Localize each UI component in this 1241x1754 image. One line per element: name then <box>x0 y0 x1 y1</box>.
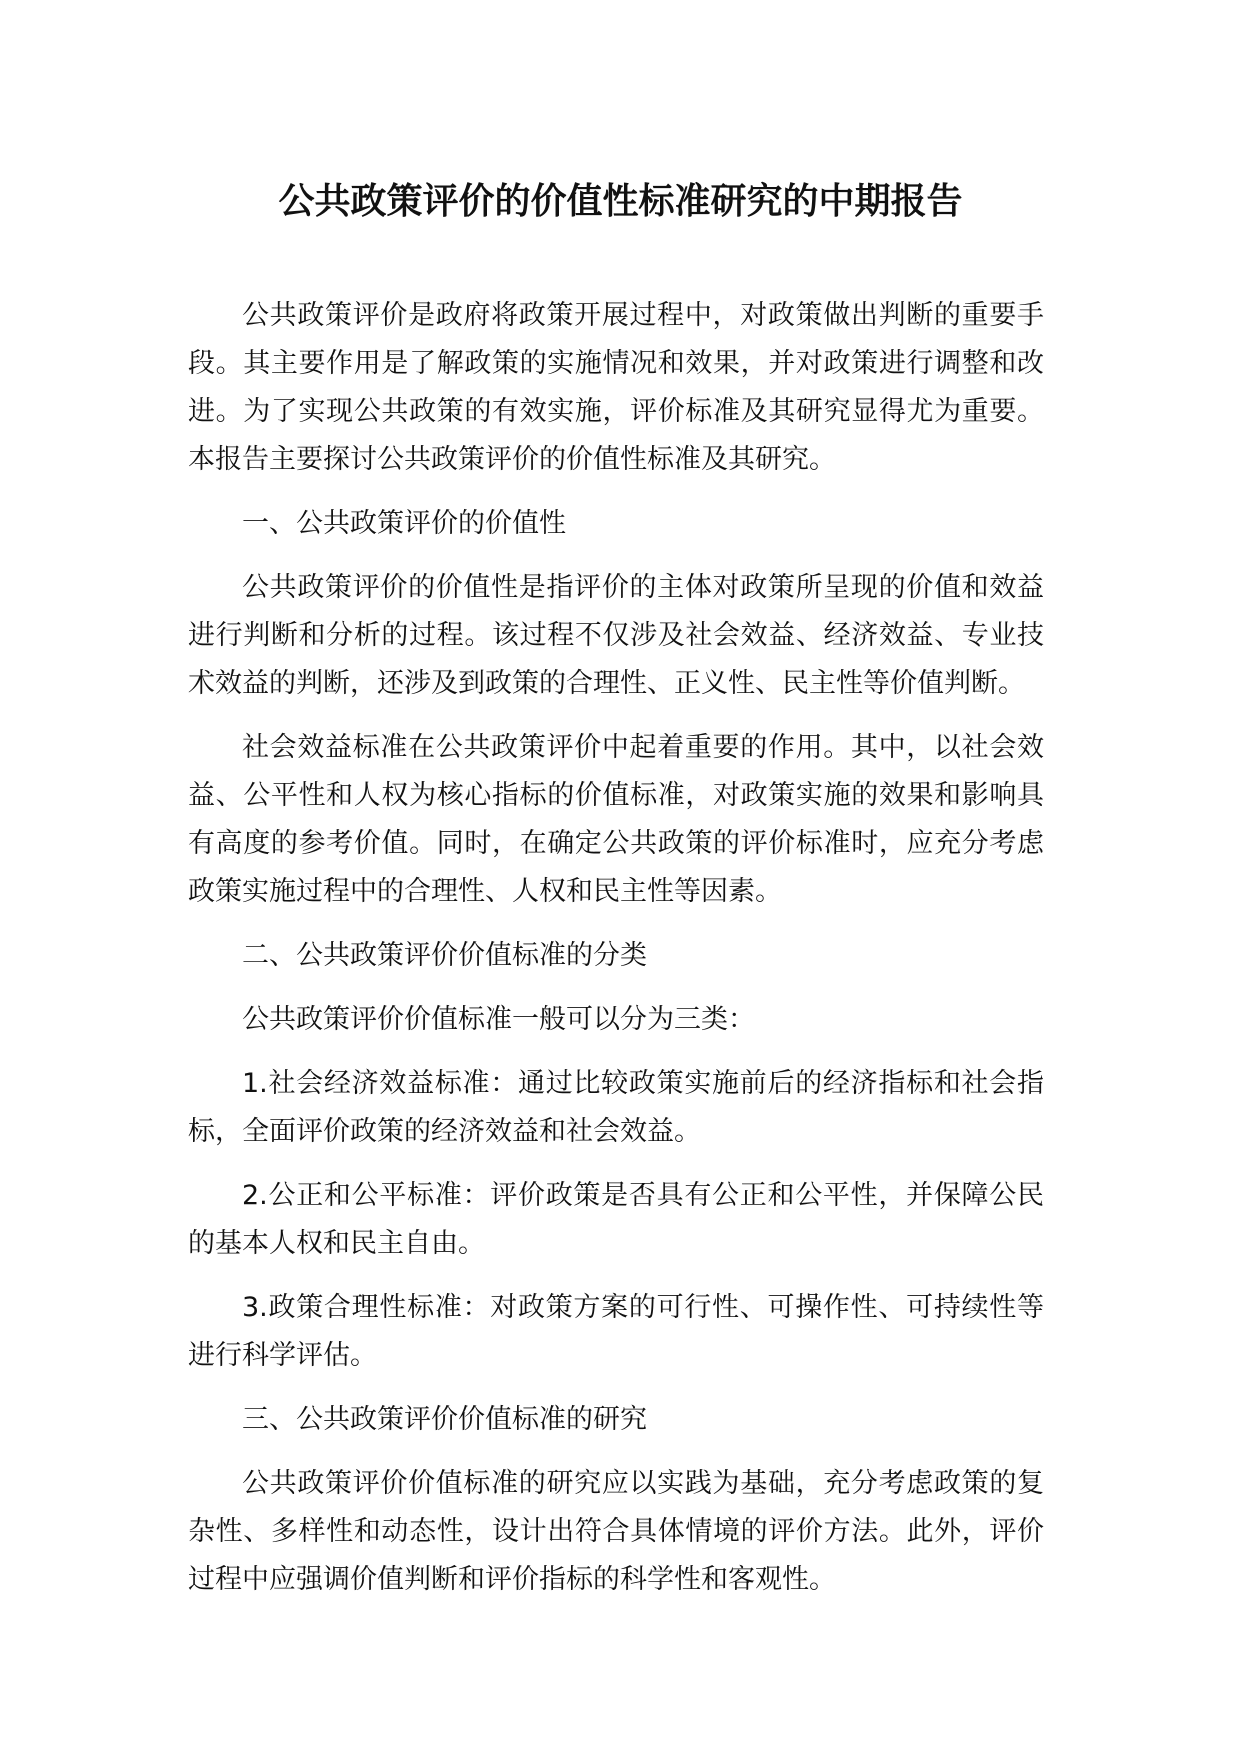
section-heading-1: 一、公共政策评价的价值性 <box>242 508 566 539</box>
list-item-3: 3.政策合理性标准：对政策方案的可行性、可操作性、可持续性等进行科学评估。 <box>188 1292 1044 1371</box>
list-item-2: 2.公正和公平标准：评价政策是否具有公正和公平性，并保障公民的基本人权和民主自由。 <box>188 1180 1044 1259</box>
section-heading-2: 二、公共政策评价价值标准的分类 <box>242 940 647 971</box>
list-item-1: 1.社会经济效益标准：通过比较政策实施前后的经济指标和社会指标，全面评价政策的经济效益和社会效益。 <box>188 1068 1044 1147</box>
paragraph: 社会效益标准在公共政策评价中起着重要的作用。其中，以社会效益、公平性和人权为核心指标的价值标准，对政策实施的效果和影响具有高度的参考价值。同时，在确定公共政策的评价标准时，应充分考虑政策实施过程中的合理性、人权和民主性等因素。 <box>188 732 1044 907</box>
document-title: 公共政策评价的价值性标准研究的中期报告 <box>278 181 963 222</box>
paragraph: 公共政策评价价值标准的研究应以实践为基础，充分考虑政策的复杂性、多样性和动态性，设计出符合具体情境的评价方法。此外，评价过程中应强调价值判断和评价指标的科学性和客观性。 <box>188 1468 1044 1595</box>
document-body <box>188 292 1044 1620</box>
paragraph: 公共政策评价的价值性是指评价的主体对政策所呈现的价值和效益进行判断和分析的过程。该过程不仅涉及社会效益、经济效益、专业技术效益的判断，还涉及到政策的合理性、正义性、民主性等价值判断。 <box>188 572 1044 699</box>
section-heading-3: 三、公共政策评价价值标准的研究 <box>242 1404 647 1435</box>
paragraph-intro: 公共政策评价是政府将政策开展过程中，对政策做出判断的重要手段。其主要作用是了解政策的实施情况和效果，并对政策进行调整和改进。为了实现公共政策的有效实施，评价标准及其研究显得尤为重要。本报告主要探讨公共政策评价的价值性标准及其研究。 <box>188 300 1044 475</box>
paragraph: 公共政策评价价值标准一般可以分为三类： <box>242 1004 755 1035</box>
